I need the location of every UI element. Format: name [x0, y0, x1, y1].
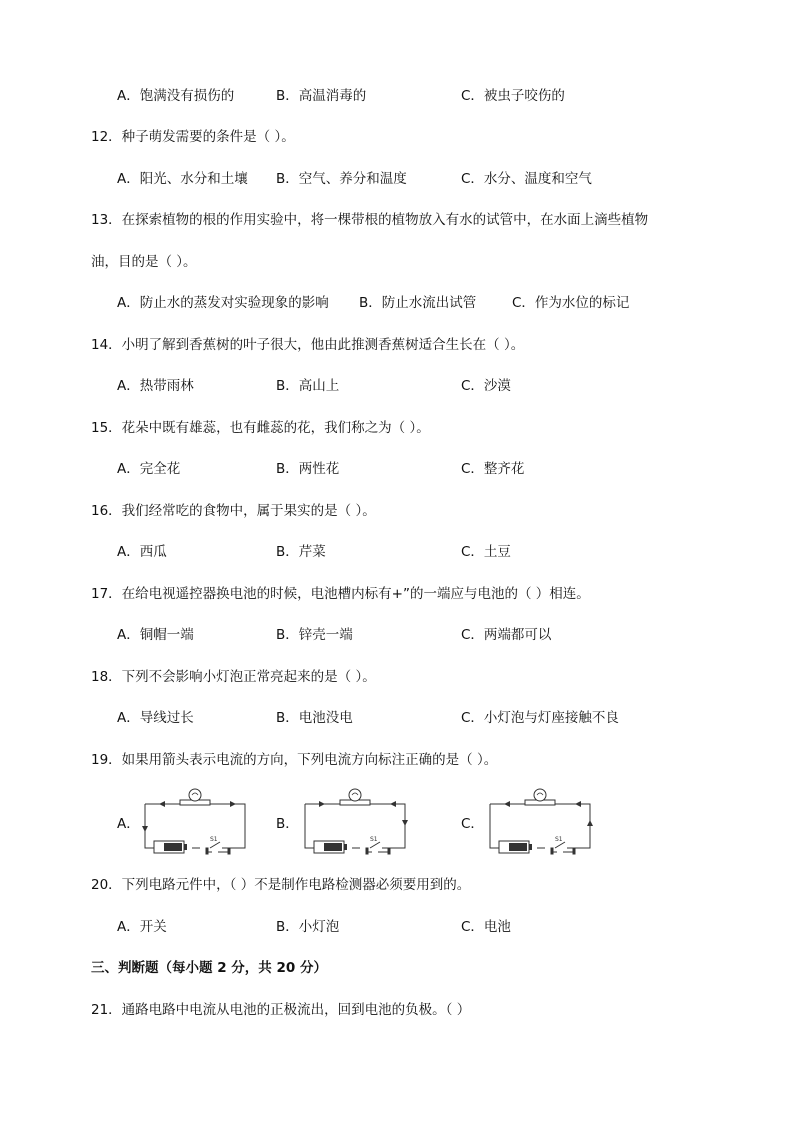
q18-option-b: B．电池没电: [276, 710, 353, 726]
q13-option-c: C．作为水位的标记: [512, 295, 630, 311]
q14-option-a: A．热带雨林: [117, 378, 194, 394]
q18-option-c: C．小灯泡与灯座接触不良: [461, 710, 619, 726]
q20-option-b: B．小灯泡: [276, 919, 340, 935]
circuit-b-switch-label: S1: [370, 836, 378, 843]
q16-stem: 16．我们经常吃的食物中，属于果实的是（ ）。: [91, 503, 376, 519]
q21-stem: 21．通路电路中电流从电池的正极流出，回到电池的负极。（ ）: [91, 1002, 471, 1018]
circuit-c-bulb-icon: [525, 789, 555, 805]
circuit-a-switch-label: S1: [210, 836, 218, 843]
q17-option-b: B．锌壳一端: [276, 627, 353, 643]
q15-option-b: B．两性花: [276, 461, 340, 477]
q19-circuit-b-diagram: [300, 786, 410, 860]
q15-option-a: A．完全花: [117, 461, 181, 477]
circuit-a-battery-icon: [154, 841, 187, 853]
q20-option-c: C．电池: [461, 919, 511, 935]
q16-option-c: C．土豆: [461, 544, 511, 560]
q13-stem-line2: 油，目的是（ ）。: [91, 254, 197, 270]
q19-circuit-c-diagram: [485, 786, 595, 860]
q13-option-b: B．防止水流出试管: [359, 295, 477, 311]
circuit-a-arrow-icons: [142, 801, 236, 832]
q11-option-c: C．被虫子咬伤的: [461, 88, 565, 104]
circuit-c-battery-icon: [499, 841, 532, 853]
q14-option-b: B．高山上: [276, 378, 340, 394]
q12-option-b: B．空气、养分和温度: [276, 171, 407, 187]
q12-stem: 12．种子萌发需要的条件是（ ）。: [91, 129, 295, 145]
q19-stem: 19．如果用箭头表示电流的方向，下列电流方向标注正确的是（ ）。: [91, 752, 498, 768]
q16-option-a: A．西瓜: [117, 544, 167, 560]
circuit-b-bulb-icon: [340, 789, 370, 805]
q16-option-b: B．芹菜: [276, 544, 326, 560]
q13-option-a: A．防止水的蒸发对实验现象的影响: [117, 295, 329, 311]
q11-option-a: A．饱满没有损伤的: [117, 88, 235, 104]
q18-option-a: A．导线过长: [117, 710, 194, 726]
q12-option-c: C．水分、温度和空气: [461, 171, 592, 187]
circuit-b-battery-icon: [314, 841, 347, 853]
q15-option-c: C．整齐花: [461, 461, 525, 477]
q13-stem-line1: 13．在探索植物的根的作用实验中，将一棵带根的植物放入有水的试管中，在水面上滴些植物: [91, 212, 649, 228]
q19-option-b-label: B．: [276, 816, 299, 832]
q17-stem: 17．在给电视遥控器换电池的时候，电池槽内标有+”的一端应与电池的（ ）相连。: [91, 586, 590, 602]
q19-circuit-a-diagram: [140, 786, 250, 860]
q12-option-a: A．阳光、水分和土壤: [117, 171, 248, 187]
circuit-c-switch-label: S1: [555, 836, 563, 843]
q19-option-a-label: A．: [117, 816, 140, 832]
q17-option-a: A．铜帽一端: [117, 627, 194, 643]
q14-option-c: C．沙漠: [461, 378, 511, 394]
q18-stem: 18．下列不会影响小灯泡正常亮起来的是（ ）。: [91, 669, 376, 685]
q14-stem: 14．小明了解到香蕉树的叶子很大，他由此推测香蕉树适合生长在（ ）。: [91, 337, 525, 353]
q20-option-a: A．开关: [117, 919, 167, 935]
circuit-a-bulb-icon: [180, 789, 210, 805]
q11-option-b: B．高温消毒的: [276, 88, 367, 104]
q20-stem: 20．下列电路元件中，（ ）不是制作电路检测器必须要用到的。: [91, 877, 471, 893]
q15-stem: 15．花朵中既有雄蕊，也有雌蕊的花，我们称之为（ ）。: [91, 420, 430, 436]
q17-option-c: C．两端都可以: [461, 627, 552, 643]
section-3-heading: 三、判断题（每小题 2 分，共 20 分）: [91, 960, 327, 976]
q19-option-c-label: C．: [461, 816, 484, 832]
